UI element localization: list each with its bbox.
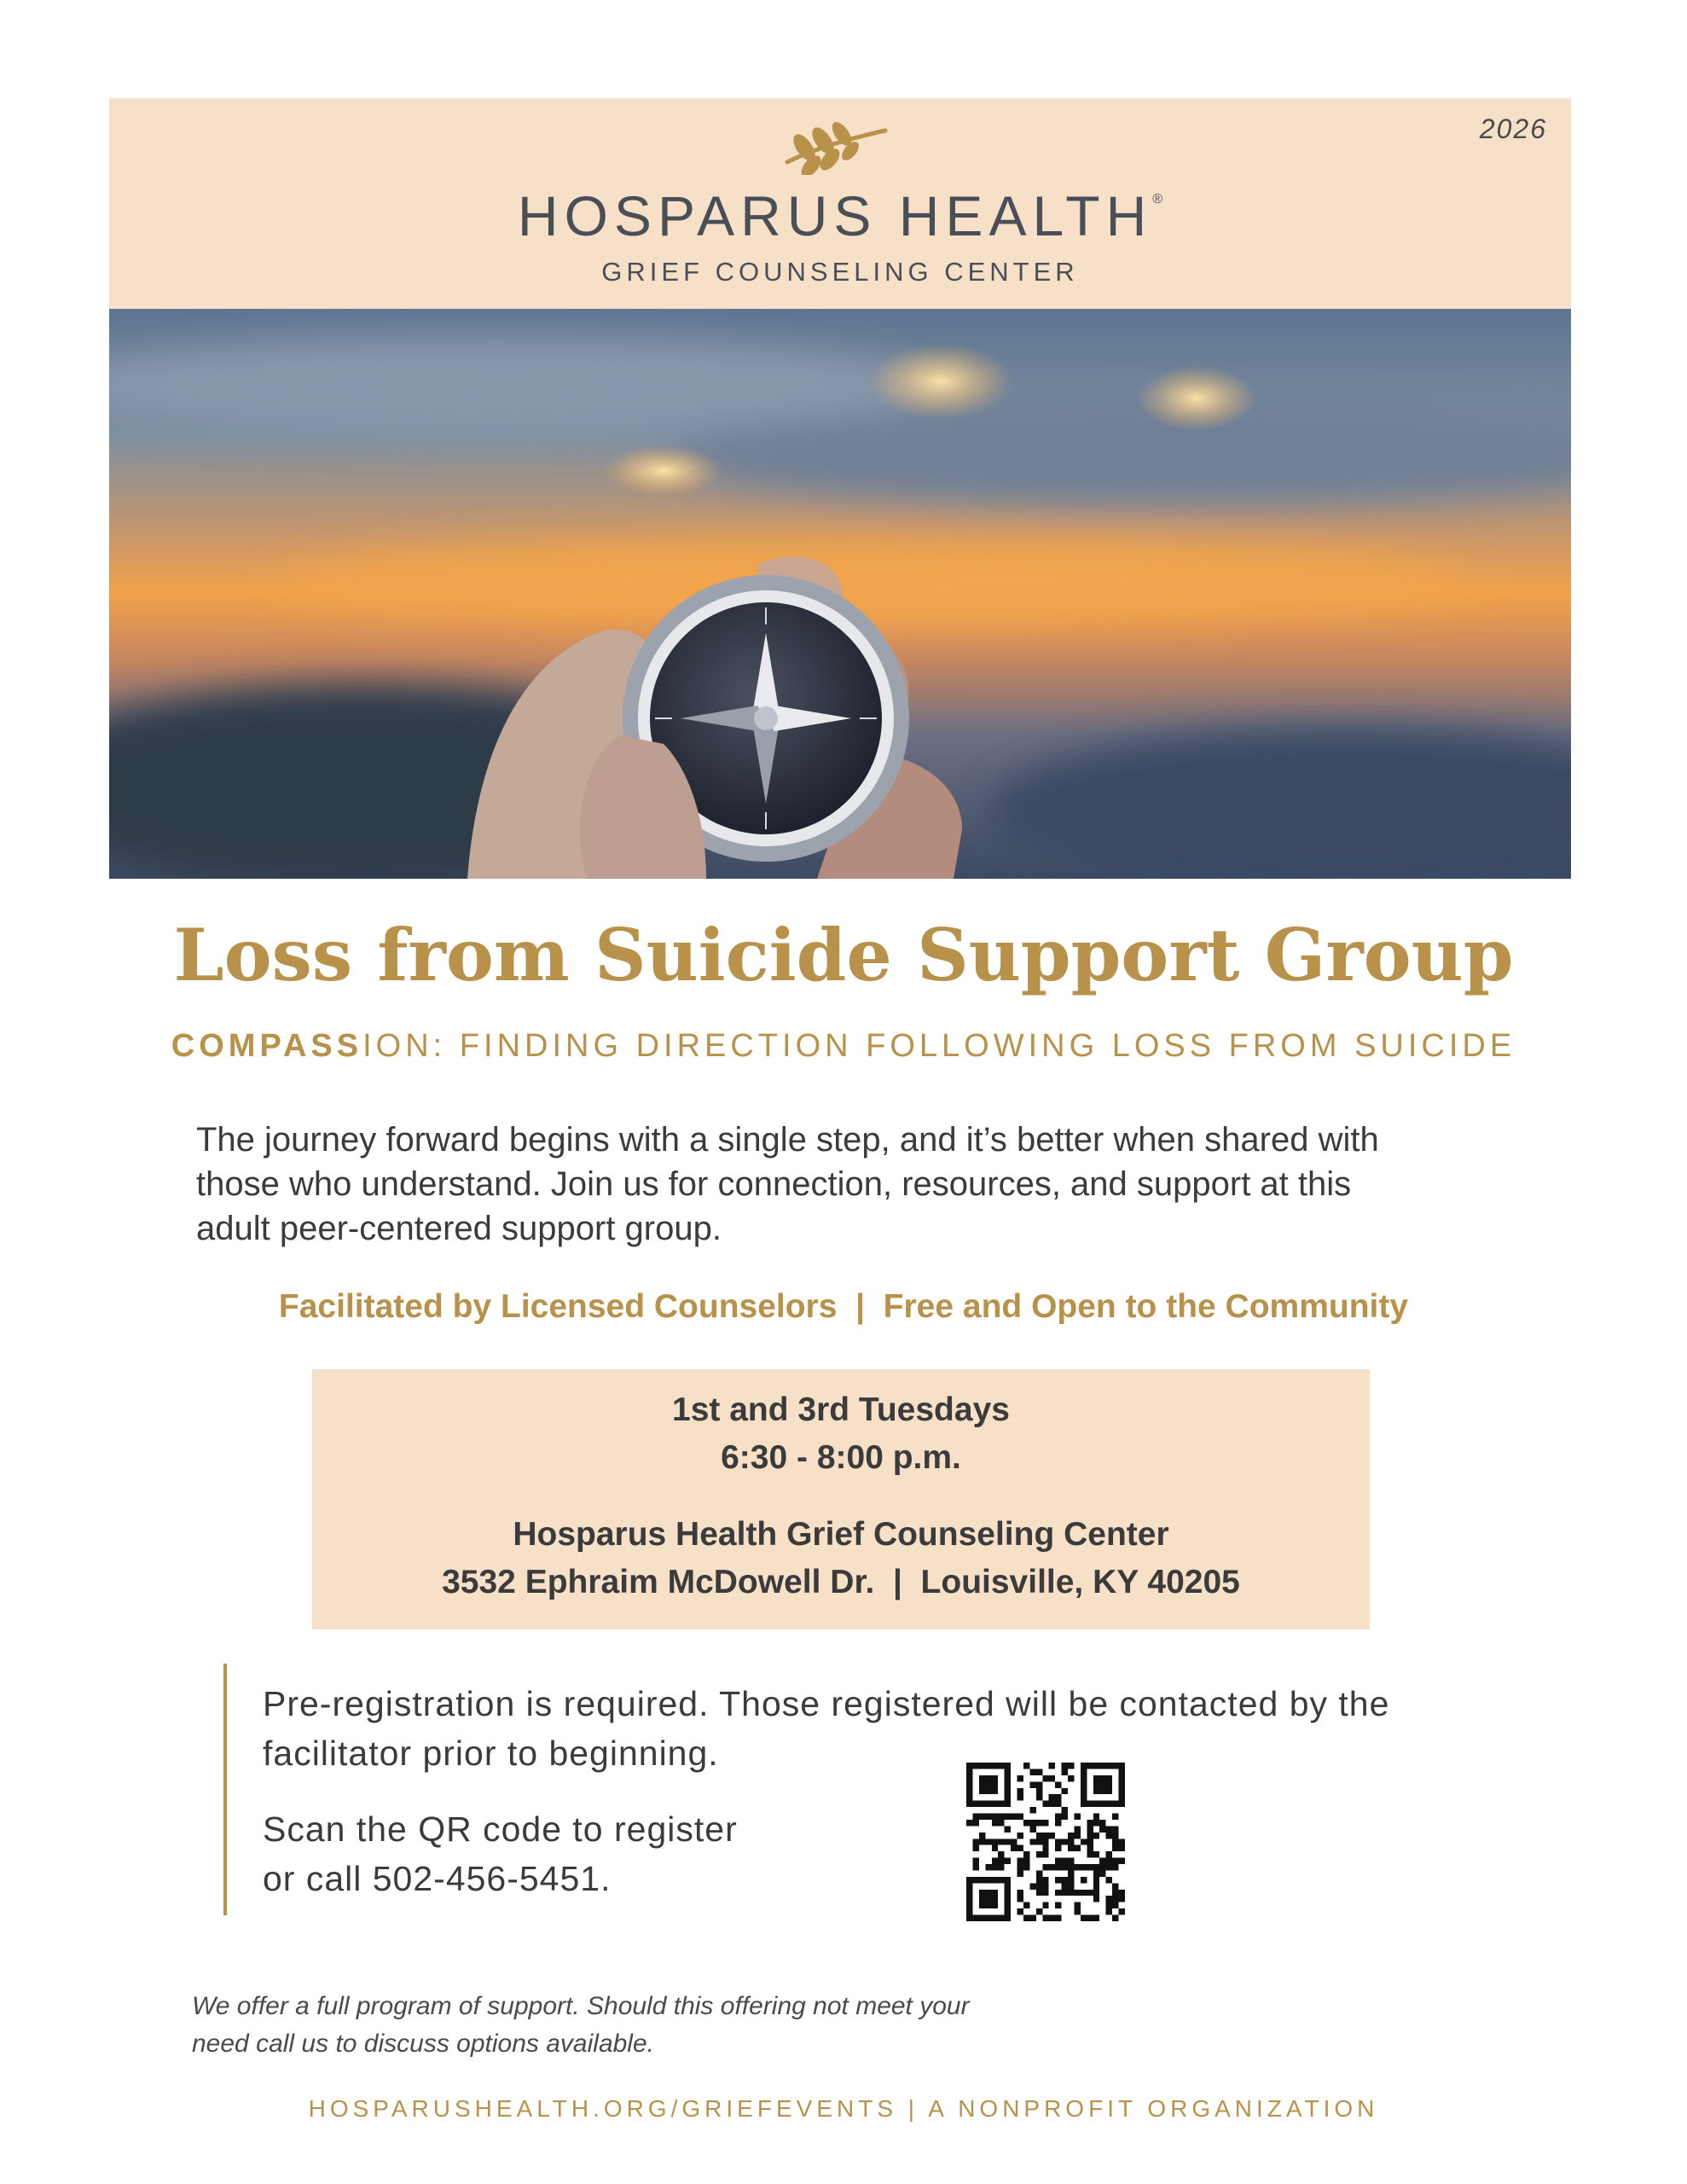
schedule-box	[312, 1369, 1370, 1629]
location-address: 3532 Ephraim McDowell Dr. | Louisville, KY 40205	[442, 1564, 1240, 1600]
sprig-icon	[779, 115, 890, 175]
program-note: We offer a full program of support. Should this offering not meet your need call us to discuss options available.	[192, 1992, 970, 2058]
page-title: Loss from Suicide Support Group	[173, 913, 1514, 997]
schedule-time: 6:30 - 8:00 p.m.	[721, 1439, 961, 1476]
qr-code-icon[interactable]	[966, 1763, 1125, 1921]
scan-instructions: Scan the QR code to register or call 502-456-5451.	[263, 1809, 738, 1898]
intro-paragraph: The journey forward begins with a single step, and it’s better when shared with those who understand. Join us for connection, resources, and support at this adult peer-centered support group.	[196, 1121, 1379, 1247]
schedule-days: 1st and 3rd Tuesdays	[672, 1391, 1010, 1428]
compass-photo	[109, 309, 1571, 879]
brand-name: HOSPARUS HEALTH®	[517, 184, 1163, 247]
location-name: Hosparus Health Grief Counseling Center	[513, 1516, 1169, 1553]
footer-url[interactable]: HOSPARUSHEALTH.ORG/GRIEFEVENTS | A NONPROFIT ORGANIZATION	[308, 2095, 1379, 2122]
tagline: Facilitated by Licensed Counselors | Free and Open to the Community	[278, 1288, 1409, 1325]
year-label: 2026	[1479, 113, 1547, 144]
brand-subtitle: GRIEF COUNSELING CENTER	[601, 257, 1079, 287]
divider-rule	[223, 1664, 227, 1915]
header-banner	[109, 98, 1571, 309]
registration-note: Pre-registration is required. Those registered will be contacted by the facilitator prior to beginning.	[263, 1684, 1390, 1773]
subtitle: COMPASSION: FINDING DIRECTION FOLLOWING LOSS FROM SUICIDE	[171, 1028, 1516, 1064]
